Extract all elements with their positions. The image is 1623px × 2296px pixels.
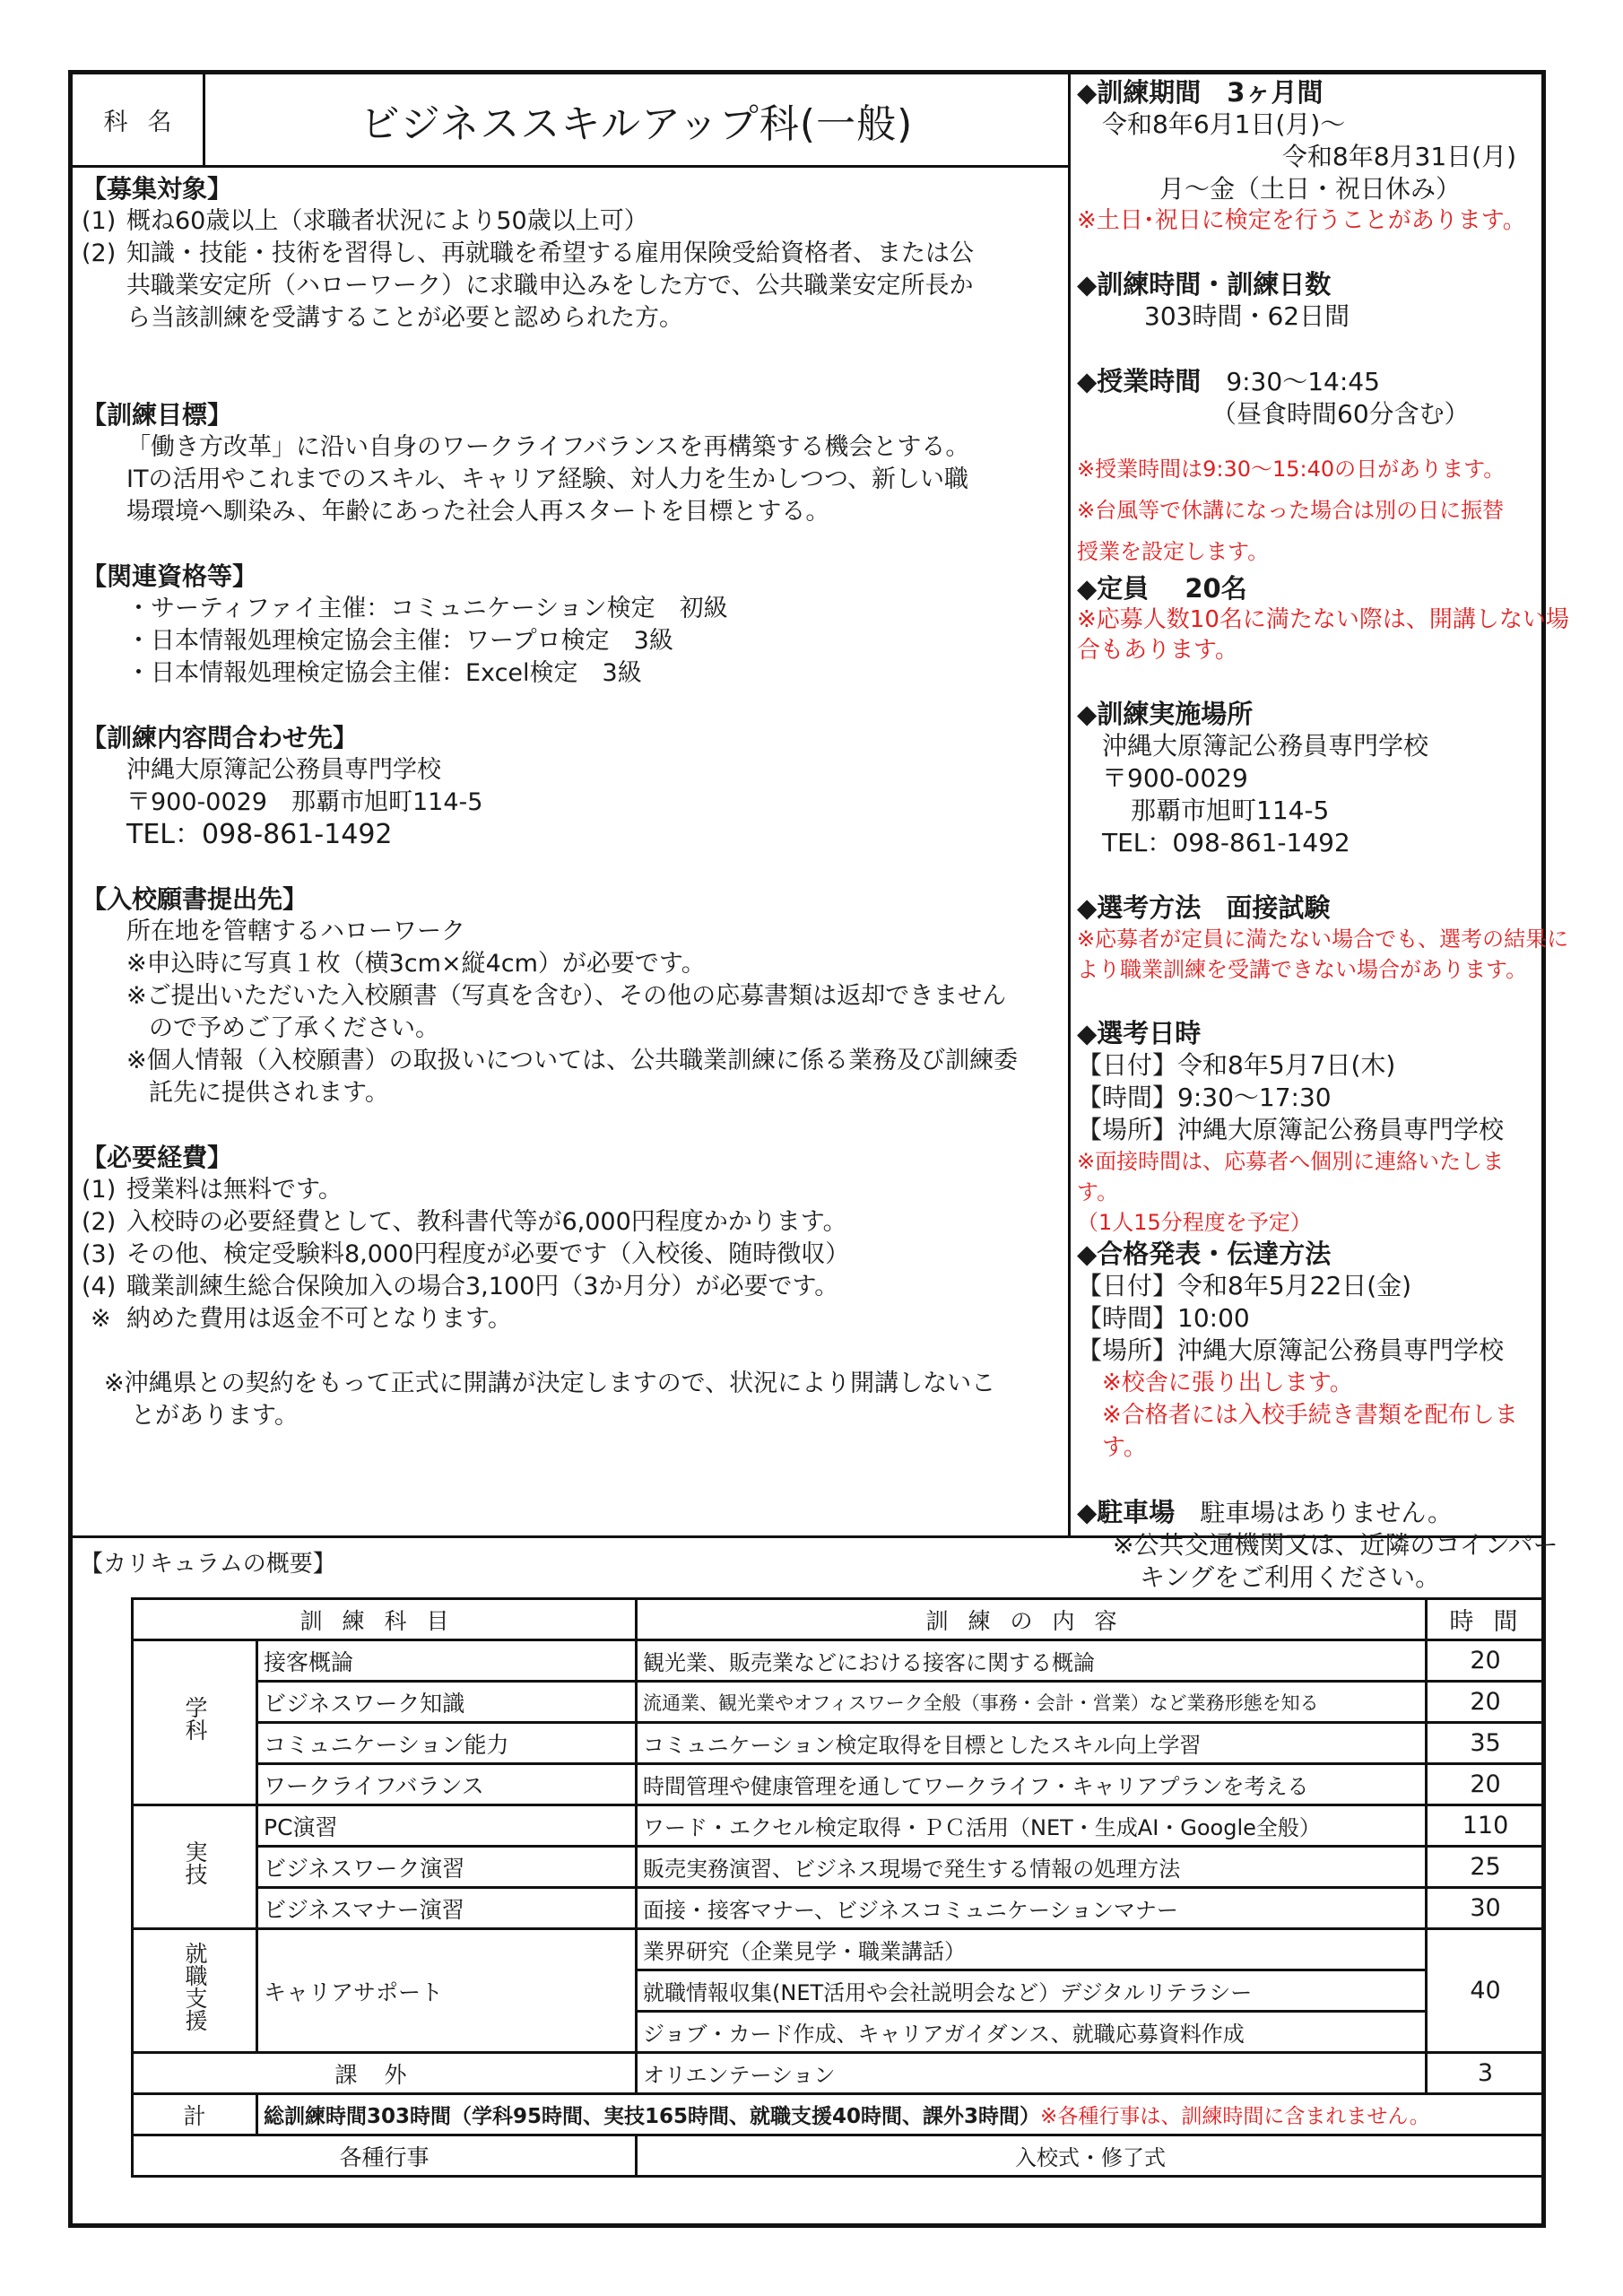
parking-section [1077, 1496, 1558, 1594]
class-time-note: ※台風等で休講になった場合は別の日に振替 [1077, 498, 1505, 523]
application-heading: 【入校願書提出先】 [82, 884, 308, 914]
period-heading: ◆訓練期間 3ヶ月間 [1077, 77, 1324, 108]
right-column [1077, 76, 1569, 1594]
item-number: (3) [82, 1240, 117, 1268]
cost-item [82, 1303, 1063, 1335]
subject-cell: ビジネスワーク演習 [257, 1847, 637, 1888]
content-cell: コミュニケーション検定取得を目標としたスキル向上学習 [637, 1723, 1427, 1764]
content-cell: 業界研究（企業見学・職業講話） [637, 1929, 1427, 1970]
content-cell: ジョブ・カード作成、キャリアガイダンス、就職応募資料作成 [637, 2012, 1427, 2053]
contact-school: 沖縄大原簿記公務員専門学校 [126, 756, 441, 784]
hours-cell: 40 [1427, 1929, 1545, 2053]
venue-tel: TEL：098-861-1492 [1102, 828, 1350, 857]
selection-time: 【時間】9:30～17:30 [1077, 1083, 1332, 1112]
selection-value: 面接試験 [1226, 892, 1331, 923]
subject-cell: キャリアサポート [257, 1929, 637, 2053]
capacity-section [1077, 572, 1569, 665]
category-jitsugi [133, 1805, 257, 1929]
cost-item [82, 1206, 1063, 1239]
application-note: ※個人情報（入校願書）の取扱いについては、公共職業訓練に係る業務及び訓練委託先に提供されます。 [126, 1047, 1019, 1107]
content-cell: ワード・エクセル検定取得・ＰＣ活用（NET・生成AI・Google全般） [637, 1805, 1427, 1847]
contact-section [82, 722, 1063, 851]
category-label: 実技 [182, 1840, 208, 1885]
goal-text: 「働き方改革」に沿い自身のワークライフバランスを再構築する機会とする。ITの活用やこれまでのスキル、キャリア経験、対人力を生かしつつ、新しい職場環境へ馴染み、年齢にあった社会人再スタートを目標とする。 [126, 433, 970, 526]
course-title-row [73, 74, 1068, 168]
application-note: ※ご提出いただいた入校願書（写真を含む）、その他の応募書類は返却できませんので予めご了承ください。 [126, 982, 1007, 1042]
class-time-sub: （昼食時間60分含む） [1211, 399, 1470, 429]
hours-cell: 110 [1427, 1805, 1545, 1847]
flyer-frame [68, 70, 1569, 2228]
total-label: 計 [133, 2094, 257, 2135]
application-note: ※申込時に写真１枚（横3cm×縦4cm）が必要です。 [126, 950, 706, 978]
announcement-note: ※校舎に張り出します。 [1102, 1370, 1353, 1396]
period-days: 月～金（土日・祝日休み） [1159, 174, 1461, 204]
recruit-section [82, 173, 1063, 335]
item-text: 授業料は無料です。 [126, 1176, 343, 1204]
period-start: 令和8年6月1日(月)～ [1102, 109, 1346, 139]
item-text: 知識・技能・技術を習得し、再就職を希望する雇用保険受給資格者、または公共職業安定所（ハローワーク）に求職申込みをした方で、公共職業安定所長から当該訓練を受講することが必要と認められた方。 [126, 239, 974, 332]
cost-item [82, 1271, 1063, 1303]
item-number: (1) [82, 207, 117, 235]
recruit-heading: 【募集対象】 [82, 174, 233, 204]
selection-date-heading: ◆選考日時 [1077, 1018, 1202, 1048]
curriculum-table [131, 1597, 1546, 2178]
subject-cell: PC演習 [257, 1805, 637, 1847]
curriculum-title: 【カリキュラムの概要】 [80, 1551, 336, 1578]
table-row [133, 1640, 1545, 1682]
class-time-heading: ◆授業時間 [1077, 366, 1202, 396]
announcement-section [1077, 1238, 1543, 1464]
venue-heading: ◆訓練実施場所 [1077, 699, 1254, 729]
events-label: 各種行事 [133, 2135, 637, 2177]
table-row-extra [133, 2053, 1545, 2094]
contact-heading: 【訓練内容問合わせ先】 [82, 723, 359, 752]
venue-school: 沖縄大原簿記公務員専門学校 [1102, 731, 1429, 761]
item-text: 納めた費用は返金不可となります。 [126, 1305, 512, 1333]
item-number: ※ [91, 1305, 111, 1333]
application-section [82, 883, 1063, 1109]
category-shushoku [133, 1929, 257, 2053]
extra-label: 課外 [133, 2053, 637, 2094]
class-time-note: ※授業時間は9:30～15:40の日があります。 [1077, 457, 1506, 482]
category-gakka [133, 1640, 257, 1805]
venue-section [1077, 698, 1543, 859]
content-cell: 面接・接客マナー、ビジネスコミュニケーションマナー [637, 1888, 1427, 1929]
content-cell: 販売実務演習、ビジネス現場で発生する情報の処理方法 [637, 1847, 1427, 1888]
venue-zip: 〒900-0029 [1102, 763, 1248, 793]
table-row [133, 1682, 1545, 1723]
subject-cell: ビジネスワーク知識 [257, 1682, 637, 1723]
announcement-place: 【場所】沖縄大原簿記公務員専門学校 [1077, 1335, 1505, 1365]
hours-section [1077, 268, 1543, 333]
announcement-heading: ◆合格発表・伝達方法 [1077, 1239, 1332, 1269]
header-hours: 時間 [1427, 1599, 1545, 1640]
left-column [82, 173, 1063, 1432]
content-cell: 流通業、観光業やオフィスワーク全般（事務・会計・営業）など業務形態を知る [637, 1682, 1427, 1723]
qualification-item: ・日本情報処理検定協会主催：Excel検定 3級 [126, 659, 642, 687]
hours-cell: 20 [1427, 1764, 1545, 1805]
application-place: 所在地を管轄するハローワーク [126, 918, 465, 945]
costs-section [82, 1142, 1063, 1432]
selection-note: ※応募者が定員に満たない場合でも、選考の結果により職業訓練を受講できない場合があります。 [1077, 926, 1569, 982]
total-text: 総訓練時間303時間（学科95時間、実技165時間、就職支援40時間、課外3時間） [264, 2105, 1041, 2128]
item-number: (2) [82, 1208, 117, 1236]
hours-heading: ◆訓練時間・訓練日数 [1077, 269, 1332, 300]
table-row-events [133, 2135, 1545, 2177]
parking-note: ※公共交通機関又は、近隣のコインパーキングをご利用ください。 [1113, 1530, 1558, 1592]
cost-item [82, 1174, 1063, 1206]
parking-heading: ◆駐車場 [1077, 1497, 1176, 1527]
class-time-value: 9:30～14:45 [1226, 367, 1380, 396]
selection-note: （1人15分程度を予定） [1077, 1210, 1312, 1235]
item-number: (2) [82, 239, 117, 267]
capacity-value: 20名 [1185, 573, 1247, 604]
table-row [133, 1723, 1545, 1764]
period-note: ※土日･祝日に検定を行うことがあります。 [1077, 207, 1526, 234]
announcement-time: 【時間】10:00 [1077, 1303, 1250, 1333]
period-section [1077, 76, 1543, 236]
selection-date: 【日付】令和8年5月7日(木) [1077, 1050, 1396, 1080]
table-row [133, 1764, 1545, 1805]
table-row [133, 1929, 1545, 1970]
hours-cell: 25 [1427, 1847, 1545, 1888]
venue-address: 那覇市旭町114-5 [1131, 796, 1330, 825]
contact-address: 〒900-0029 那覇市旭町114-5 [126, 788, 483, 816]
category-label: 就職支援 [182, 1942, 208, 2031]
subject-cell: ビジネスマナー演習 [257, 1888, 637, 1929]
subject-cell: 接客概論 [257, 1640, 637, 1682]
item-text: その他、検定受験料8,000円程度が必要です（入校後、随時徴収） [126, 1240, 850, 1268]
item-number: (4) [82, 1273, 117, 1300]
contact-tel: TEL：098-861-1492 [126, 819, 393, 850]
period-end: 令和8年8月31日(月) [1281, 142, 1516, 171]
class-time-section [1077, 365, 1543, 572]
extra-hours: 3 [1427, 2053, 1545, 2094]
selection-note: ※面接時間は、応募者へ個別に連絡いたします。 [1077, 1149, 1505, 1205]
contract-note: ※沖縄県との契約をもって正式に開講が決定しますので、状況により開講しないことがあります。 [104, 1370, 996, 1430]
cost-item [82, 1239, 1063, 1271]
selection-section [1077, 891, 1569, 985]
table-row-total [133, 2094, 1545, 2135]
course-label: 科名 [73, 74, 205, 165]
subject-cell: ワークライフバランス [257, 1764, 637, 1805]
capacity-heading: ◆定員 [1077, 573, 1150, 604]
hours-cell: 20 [1427, 1682, 1545, 1723]
hours-cell: 30 [1427, 1888, 1545, 1929]
announcement-note: ※合格者には入校手続き書類を配布します。 [1102, 1402, 1518, 1461]
selection-place: 【場所】沖縄大原簿記公務員専門学校 [1077, 1115, 1505, 1144]
content-cell: 就職情報収集(NET活用や会社説明会など）デジタルリテラシー [637, 1970, 1427, 2012]
goal-heading: 【訓練目標】 [82, 400, 233, 430]
hours-cell: 20 [1427, 1640, 1545, 1682]
column-divider [1068, 74, 1071, 1535]
item-text: 概ね60歳以上（求職者状況により50歳以上可） [126, 207, 648, 235]
item-text: 職業訓練生総合保険加入の場合3,100円（3か月分）が必要です。 [126, 1273, 839, 1300]
total-note: ※各種行事は、訓練時間に含まれません。 [1040, 2105, 1430, 2128]
content-cell: 観光業、販売業などにおける接客に関する概論 [637, 1640, 1427, 1682]
category-label: 学科 [182, 1696, 208, 1741]
parking-value: 駐車場はありません。 [1200, 1498, 1453, 1527]
extra-content: オリエンテーション [637, 2053, 1427, 2094]
header-subject: 訓練科目 [133, 1599, 637, 1640]
announcement-date: 【日付】令和8年5月22日(金) [1077, 1271, 1412, 1300]
total-cell [257, 2094, 1545, 2135]
item-number: (1) [82, 1176, 117, 1204]
header-content: 訓練の内容 [637, 1599, 1427, 1640]
events-value: 入校式・修了式 [637, 2135, 1545, 2177]
table-header-row [133, 1599, 1545, 1640]
course-title: ビジネススキルアップ科(一般) [360, 100, 914, 147]
goal-section [82, 399, 1063, 528]
item-text: 入校時の必要経費として、教科書代等が6,000円程度かかります。 [126, 1208, 847, 1236]
table-row [133, 1888, 1545, 1929]
subject-cell: コミュニケーション能力 [257, 1723, 637, 1764]
qualification-item: ・サーティファイ主催：コミュニケーション検定 初級 [126, 595, 728, 622]
class-time-note: 授業を設定します。 [1077, 539, 1270, 564]
recruit-item [82, 238, 978, 335]
capacity-note: ※応募人数10名に満たない際は、開講しない場合もあります。 [1077, 606, 1569, 664]
recruit-item [82, 205, 1063, 238]
costs-heading: 【必要経費】 [82, 1143, 233, 1172]
qualification-item: ・日本情報処理検定協会主催：ワープロ検定 3級 [126, 627, 673, 655]
qualifications-heading: 【関連資格等】 [82, 561, 258, 591]
selection-date-section [1077, 1017, 1543, 1238]
table-row [133, 1805, 1545, 1847]
selection-heading: ◆選考方法 [1077, 892, 1202, 923]
content-cell: 時間管理や健康管理を通してワークライフ・キャリアプランを考える [637, 1764, 1427, 1805]
qualifications-section [82, 561, 1063, 690]
table-row [133, 1847, 1545, 1888]
hours-cell: 35 [1427, 1723, 1545, 1764]
hours-value: 303時間・62日間 [1144, 301, 1350, 331]
